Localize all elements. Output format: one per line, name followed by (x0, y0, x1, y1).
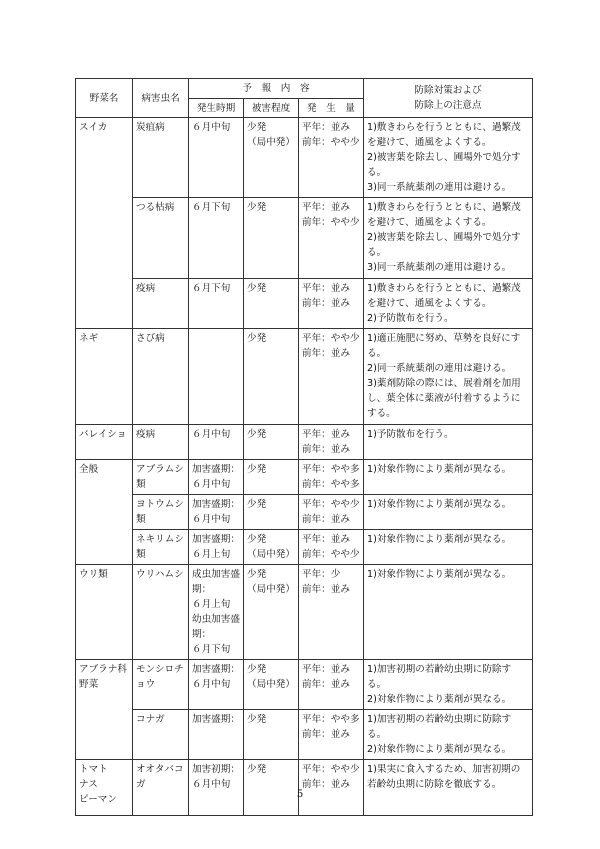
crop-cell: ネギ (76, 329, 133, 425)
pest-cell: さび病 (133, 329, 189, 425)
crop-cell: トマト ナス ピーマン (76, 760, 133, 816)
damage-cell: 少発 （局中発） (244, 118, 299, 198)
table-row (76, 760, 533, 816)
amount-cell: 平年：並み 前年：やや少 (299, 198, 364, 279)
damage-cell: 少発 (244, 460, 299, 495)
pest-cell: 疫病 (133, 425, 189, 460)
table-row (76, 495, 533, 530)
measures-cell: 1)敷きわらを行うとともに、過繁茂を避けて、通風をよくする。 2)予防散布を行う。 (364, 279, 533, 329)
pest-cell: ネキリムシ類 (133, 530, 189, 565)
header-forecast-group: 予 報 内 容 (189, 79, 364, 99)
crop-cell: バレイショ (76, 425, 133, 460)
measures-cell: 1)予防散布を行う。 (364, 425, 533, 460)
damage-cell: 少発 (244, 279, 299, 329)
pest-cell: つる枯病 (133, 198, 189, 279)
crop-cell: アブラナ科野菜 (76, 660, 133, 760)
amount-cell: 平年：やや少 前年：並み (299, 760, 364, 816)
damage-cell: 少発 （局中発） (244, 530, 299, 565)
period-cell: 加害初期： ６月中旬 (189, 760, 244, 816)
measures-cell: 1)対象作物により薬剤が異なる。 (364, 565, 533, 660)
amount-cell: 平年：やや多 前年：並み (299, 710, 364, 760)
measures-cell: 1)対象作物により薬剤が異なる。 (364, 530, 533, 565)
amount-cell: 平年：並み 前年：やや少 (299, 530, 364, 565)
period-cell: 加害盛期： ６月中旬 (189, 495, 244, 530)
damage-cell: 少発 (244, 329, 299, 425)
table-row (76, 710, 533, 760)
amount-cell: 平年：並み 前年：並み (299, 425, 364, 460)
measures-cell: 1)加害初期の若齢幼虫期に防除する。 2)対象作物により薬剤が異なる。 (364, 660, 533, 710)
damage-cell: 少発 (244, 495, 299, 530)
pest-cell: ヨトウムシ類 (133, 495, 189, 530)
measures-cell: 1)果実に食入するため、加害初期の若齢幼虫期に防除を徹底する。 (364, 760, 533, 816)
period-cell (189, 329, 244, 425)
header-measures-line2: 防除上の注意点 (414, 100, 482, 111)
crop-cell: ウリ類 (76, 565, 133, 660)
period-cell: ６月中旬 (189, 425, 244, 460)
period-cell: ６月中旬 (189, 118, 244, 198)
damage-cell: 少発 (244, 198, 299, 279)
header-damage: 被害程度 (244, 99, 299, 118)
table-row (76, 329, 533, 425)
page-number: 5 (296, 789, 304, 800)
period-cell: 加害盛期： (189, 710, 244, 760)
header-crop: 野菜名 (76, 79, 133, 118)
damage-cell: 少発 (244, 425, 299, 460)
measures-cell: 1)敷きわらを行うとともに、過繁茂を避けて、通風をよくする。 2)被害葉を除去し、圃場外で処分する。 3)同一系統薬剤の連用は避ける。 (364, 198, 533, 279)
measures-cell: 1)対象作物により薬剤が異なる。 (364, 495, 533, 530)
pest-cell: アブラムシ類 (133, 460, 189, 495)
table-row (76, 425, 533, 460)
header-measures-line1: 防除対策および (414, 85, 482, 96)
measures-cell: 1)敷きわらを行うとともに、過繁茂を避けて、通風をよくする。 2)被害葉を除去し、圃場外で処分する。 3)同一系統薬剤の連用は避ける。 (364, 118, 533, 198)
table-row (76, 660, 533, 710)
table-row (76, 118, 533, 198)
period-cell: 加害盛期： ６月中旬 (189, 460, 244, 495)
damage-cell: 少発 （局中発） (244, 565, 299, 660)
amount-cell: 平年：やや少 前年：並み (299, 329, 364, 425)
pest-forecast-table (75, 78, 533, 816)
pest-cell: ウリハムシ (133, 565, 189, 660)
amount-cell: 平年：少 前年：並み (299, 565, 364, 660)
amount-cell: 平年：やや少 前年：並み (299, 495, 364, 530)
header-pest: 病害虫名 (133, 79, 189, 118)
damage-cell: 少発 （局中発） (244, 660, 299, 710)
pest-cell: コナガ (133, 710, 189, 760)
amount-cell: 平年：並み 前年：やや少 (299, 118, 364, 198)
measures-cell: 1)適正施肥に努め、草勢を良好にする。 2)同一系統薬剤の連用は避ける。 3)薬剤防除の際には、展着剤を加用し、葉全体に薬液が付着するようにする。 (364, 329, 533, 425)
period-cell: ６月下旬 (189, 279, 244, 329)
pest-cell: 疫病 (133, 279, 189, 329)
amount-cell: 平年：やや多 前年：やや多 (299, 460, 364, 495)
measures-cell: 1)対象作物により薬剤が異なる。 (364, 460, 533, 495)
damage-cell: 少発 (244, 710, 299, 760)
pest-cell: オオタバコガ (133, 760, 189, 816)
amount-cell: 平年：並み 前年：並み (299, 279, 364, 329)
header-period: 発生時期 (189, 99, 244, 118)
amount-cell: 平年：並み 前年：並み (299, 660, 364, 710)
damage-cell: 少発 (244, 760, 299, 816)
table-row (76, 565, 533, 660)
table-row (76, 198, 533, 279)
table-row (76, 460, 533, 495)
pest-cell: モンシロチョウ (133, 660, 189, 710)
pest-cell: 炭疽病 (133, 118, 189, 198)
table-row (76, 530, 533, 565)
period-cell: ６月下旬 (189, 198, 244, 279)
header-measures (364, 79, 533, 118)
period-cell: 加害盛期： ６月上旬 (189, 530, 244, 565)
crop-cell: 全般 (76, 460, 133, 565)
crop-cell: スイカ (76, 118, 133, 329)
header-amount: 発 生 量 (299, 99, 364, 118)
period-cell: 加害盛期： ６月中旬 (189, 660, 244, 710)
period-cell: 成虫加害盛期： ６月上旬 幼虫加害盛期： ６月下旬 (189, 565, 244, 660)
table-row (76, 279, 533, 329)
measures-cell: 1)加害初期の若齢幼虫期に防除する。 2)対象作物により薬剤が異なる。 (364, 710, 533, 760)
